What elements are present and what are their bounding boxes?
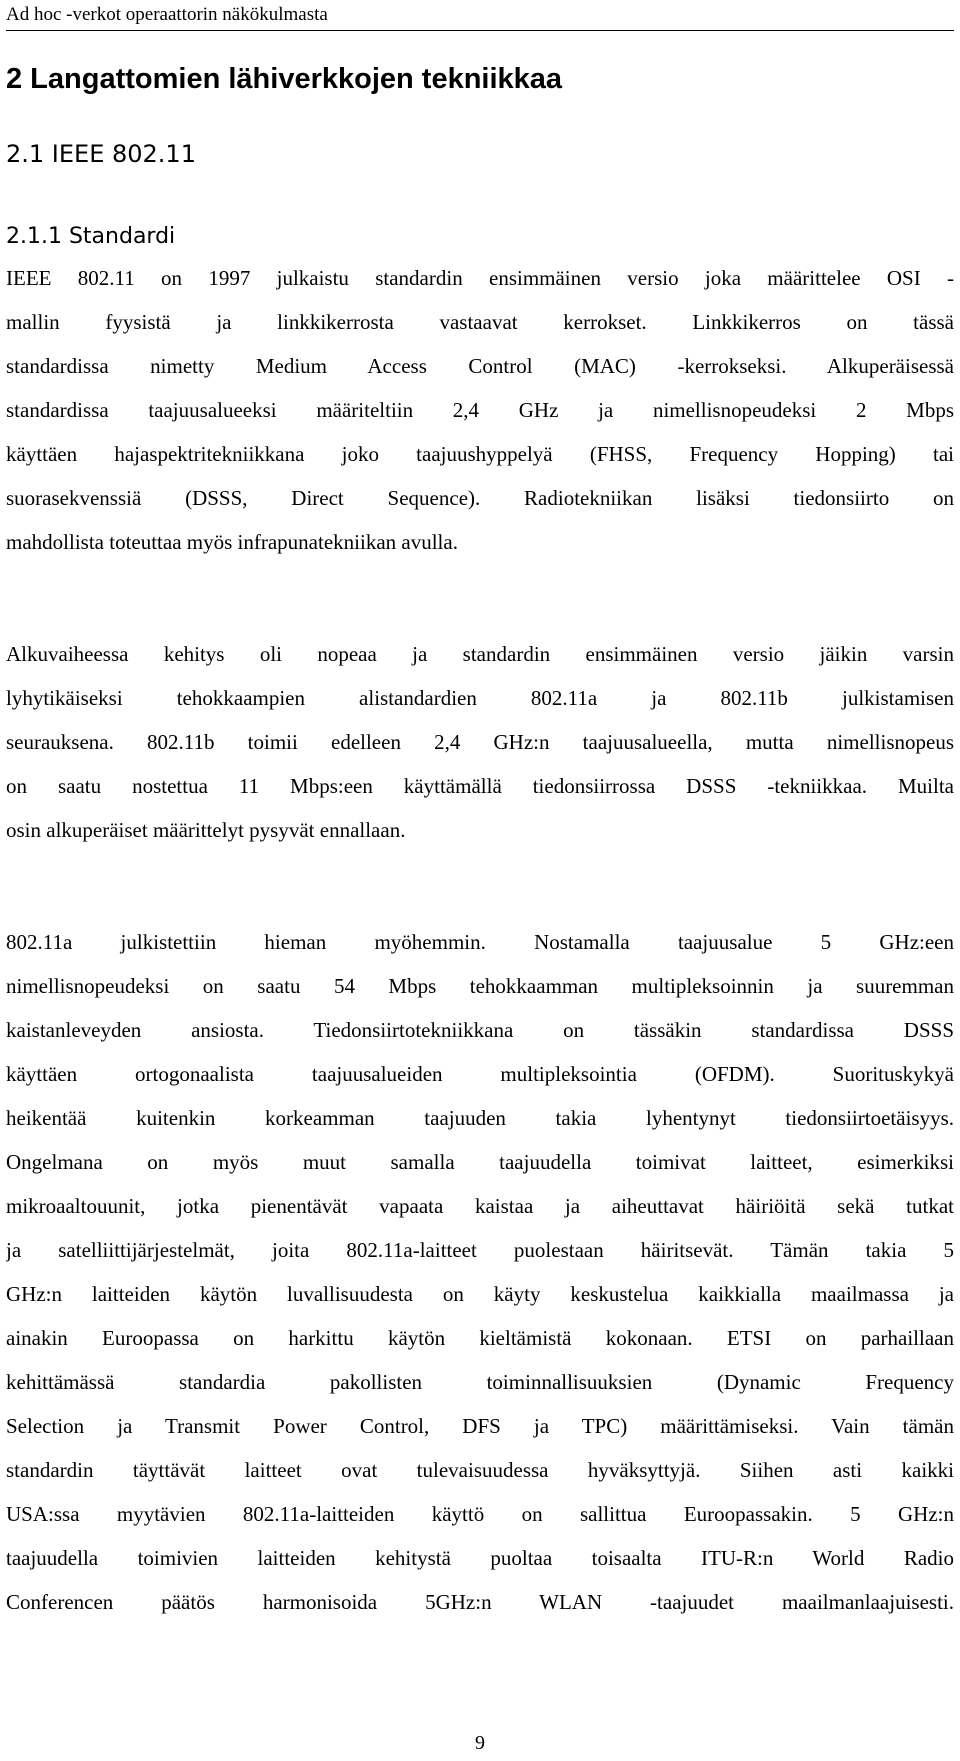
text-line: seurauksena. 802.11b toimii edelleen 2,4 GHz:n taajuusalueella, mutta nimellisnopeus [6,730,954,754]
paragraph-80211a [6,920,954,1624]
text-line: käyttäen ortogonaalista taajuusalueiden multipleksointia (OFDM). Suorituskykyä [6,1062,954,1086]
text-line: ainakin Euroopassa on harkittu käytön kieltämistä kokonaan. ETSI on parhaillaan [6,1326,954,1350]
text-line: on saatu nostettua 11 Mbps:een käyttämällä tiedonsiirrossa DSSS -tekniikkaa. Muilta [6,774,954,798]
text-line: ja satelliittijärjestelmät, joita 802.11a-laitteet puolestaan häiritsevät. Tämän takia 5 [6,1238,954,1262]
text-line: Selection ja Transmit Power Control, DFS ja TPC) määrittämiseksi. Vain tämän [6,1414,954,1438]
subsection-heading: 2.1.1 Standardi [6,224,176,249]
text-line: USA:ssa myytävien 802.11a-laitteiden käyttö on sallittua Euroopassakin. 5 GHz:n [6,1502,954,1526]
chapter-heading: 2 Langattomien lähiverkkojen tekniikkaa [6,63,563,95]
text-line: IEEE 802.11 on 1997 julkaistu standardin ensimmäinen versio joka määrittelee OSI - [6,266,954,290]
text-line: Conferencen päätös harmonisoida 5GHz:n WLAN -taajuudet maailmanlaajuisesti. [6,1590,954,1614]
text-line: GHz:n laitteiden käytön luvallisuudesta on käyty keskustelua kaikkialla maailmassa ja [6,1282,954,1306]
text-line: 802.11a julkistettiin hieman myöhemmin. Nostamalla taajuusalue 5 GHz:een [6,930,954,954]
text-line: Alkuvaiheessa kehitys oli nopeaa ja standardin ensimmäinen versio jäikin varsin [6,642,954,666]
text-line: käyttäen hajaspektritekniikkana joko taajuushyppelyä (FHSS, Frequency Hopping) tai [6,442,954,466]
running-header: Ad hoc -verkot operaattorin näkökulmasta [6,4,328,25]
text-line: lyhytikäiseksi tehokkaampien alistandardien 802.11a ja 802.11b julkistamisen [6,686,954,710]
text-line: mallin fyysistä ja linkkikerrosta vastaavat kerrokset. Linkkikerros on tässä [6,310,954,334]
page-number: 9 [475,1732,485,1754]
text-line: heikentää kuitenkin korkeamman taajuuden takia lyhentynyt tiedonsiirtoetäisyys. [6,1106,954,1130]
text-line: mikroaaltouunit, jotka pienentävät vapaata kaistaa ja aiheuttavat häiriöitä sekä tutkat [6,1194,954,1218]
text-line: Ongelmana on myös muut samalla taajuudella toimivat laitteet, esimerkiksi [6,1150,954,1174]
section-heading: 2.1 IEEE 802.11 [6,140,196,168]
text-line: standardissa nimetty Medium Access Control (MAC) -kerrokseksi. Alkuperäisessä [6,354,954,378]
text-line: taajuudella toimivien laitteiden kehitystä puoltaa toisaalta ITU-R:n World Radio [6,1546,954,1570]
paragraph-standard-intro [6,256,954,564]
text-line: osin alkuperäiset määrittelyt pysyvät ennallaan. [6,818,406,842]
text-line: suorasekvenssiä (DSSS, Direct Sequence). Radiotekniikan lisäksi tiedonsiirto on [6,486,954,510]
header-divider [6,30,954,31]
text-line: nimellisnopeudeksi on saatu 54 Mbps tehokkaamman multipleksoinnin ja suuremman [6,974,954,998]
text-line: standardin täyttävät laitteet ovat tulevaisuudessa hyväksyttyjä. Siihen asti kaikki [6,1458,954,1482]
text-line: mahdollista toteuttaa myös infrapunatekniikan avulla. [6,530,458,554]
text-line: kehittämässä standardia pakollisten toiminnallisuuksien (Dynamic Frequency [6,1370,954,1394]
text-line: standardissa taajuusalueeksi määriteltiin 2,4 GHz ja nimellisnopeudeksi 2 Mbps [6,398,954,422]
paragraph-early-development [6,632,954,852]
text-line: kaistanleveyden ansiosta. Tiedonsiirtotekniikkana on tässäkin standardissa DSSS [6,1018,954,1042]
